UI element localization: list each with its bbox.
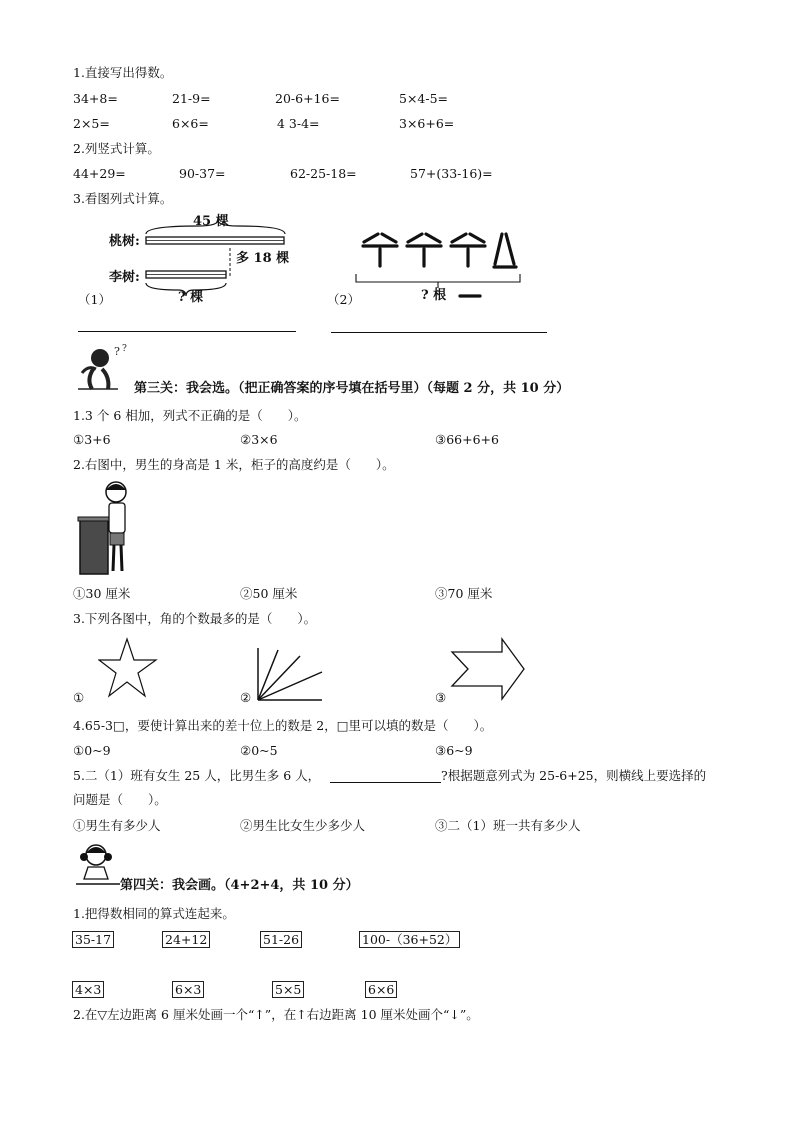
arrow-shape	[450, 636, 526, 702]
bar-total-label: 45 棵	[193, 214, 229, 229]
section3-title: 第三关：我会选。（把正确答案的序号填在括号里）（每题 2 分，共 10 分）	[134, 381, 570, 396]
q1-title: 1.直接写出得数。	[73, 65, 173, 80]
boy-and-cabinet-figure	[76, 478, 136, 578]
bar-peach-label: 桃树:	[109, 234, 140, 249]
s3-q5-text-a: 5.二（1）班有女生 25 人，比男生多 6 人，	[73, 768, 321, 783]
q1-r1-b: 21-9=	[172, 91, 211, 106]
s3-q1-text: 1.3 个 6 相加，列式不正确的是（ ）。	[73, 408, 307, 423]
q2-item-b: 90-37=	[179, 166, 226, 181]
svg-text:?: ?	[122, 344, 127, 354]
s3-q3-option-2[interactable]: ②	[240, 690, 252, 705]
bar-plum-label: 李树:	[109, 270, 140, 285]
s3-q4-option-2[interactable]: ②0~5	[240, 743, 278, 758]
section4-title: 第四关：我会画。（4+2+4，共 10 分）	[120, 878, 359, 893]
s3-q1-option-2[interactable]: ②3×6	[240, 432, 278, 447]
q2-item-a: 44+29=	[73, 166, 126, 181]
s3-q5-option-2[interactable]: ②男生比女生少多少人	[240, 818, 366, 833]
match-top-4[interactable]: 100-（36+52）	[359, 931, 460, 948]
fig2-answer-line[interactable]	[331, 332, 547, 333]
s3-q5-option-3[interactable]: ③二（1）班一共有多少人	[435, 818, 581, 833]
match-top-1[interactable]: 35-17	[72, 931, 114, 948]
s3-q2-option-1[interactable]: ①30 厘米	[73, 586, 131, 601]
q2-item-d: 57+(33-16)=	[410, 166, 493, 181]
rays-shape	[254, 646, 324, 702]
q1-r1-c: 20-6+16=	[275, 91, 340, 106]
girl-icon	[76, 841, 122, 887]
s3-q3-option-1[interactable]: ①	[73, 690, 85, 705]
match-bottom-1[interactable]: 4×3	[72, 981, 104, 998]
match-bottom-2[interactable]: 6×3	[172, 981, 204, 998]
bar-unknown-label: ? 棵	[178, 290, 204, 305]
s3-q4-text: 4.65-3□，要使计算出来的差十位上的数是 2，□里可以填的数是（ ）。	[73, 718, 493, 733]
q1-r1-a: 34+8=	[73, 91, 118, 106]
s3-q4-option-1[interactable]: ①0~9	[73, 743, 111, 758]
s3-q3-option-3[interactable]: ③	[435, 690, 447, 705]
s3-q2-option-2[interactable]: ②50 厘米	[240, 586, 298, 601]
q1-r2-b: 6×6=	[172, 116, 209, 131]
s3-q3-text: 3.下列各图中，角的个数最多的是（ ）。	[73, 611, 317, 626]
s3-q5-text-c: 问题是（ ）。	[73, 792, 167, 807]
star-shape	[98, 636, 158, 702]
fig1-marker: （1）	[78, 292, 111, 307]
match-bottom-3[interactable]: 5×5	[272, 981, 304, 998]
svg-text:?: ?	[114, 345, 120, 358]
matchstick-unknown-label: ? 根	[421, 288, 447, 303]
q1-r2-a: 2×5=	[73, 116, 110, 131]
s3-q2-text: 2.右图中，男生的身高是 1 米，柜子的高度约是（ ）。	[73, 457, 395, 472]
s3-q5-option-1[interactable]: ①男生有多少人	[73, 818, 161, 833]
q3-title: 3.看图列式计算。	[73, 191, 173, 206]
q1-r2-d: 3×6+6=	[399, 116, 455, 131]
fig1-answer-line[interactable]	[78, 331, 296, 332]
s3-q5-blank[interactable]	[330, 782, 441, 783]
q1-r1-d: 5×4-5=	[399, 91, 449, 106]
match-top-2[interactable]: 24+12	[162, 931, 210, 948]
s3-q5-text-b: ?根据题意列式为 25-6+25，则横线上要选择的	[441, 768, 707, 783]
s3-q4-option-3[interactable]: ③6~9	[435, 743, 473, 758]
q2-item-c: 62-25-18=	[290, 166, 357, 181]
q1-r2-c: 4 3-4=	[277, 116, 320, 131]
s3-q1-option-3[interactable]: ③66+6+6	[435, 432, 499, 447]
s4-q2-text: 2.在▽左边距离 6 厘米处画一个“↑”，在↑右边距离 10 厘米处画个“↓”。	[73, 1007, 479, 1022]
match-bottom-4[interactable]: 6×6	[365, 981, 397, 998]
fig2-marker: （2）	[327, 292, 360, 307]
match-top-3[interactable]: 51-26	[260, 931, 302, 948]
bar-diff-label: 多 18 棵	[236, 251, 290, 266]
thinking-boy-icon	[78, 343, 136, 393]
q2-title: 2.列竖式计算。	[73, 141, 160, 156]
s4-q1-text: 1.把得数相同的算式连起来。	[73, 906, 235, 921]
s3-q1-option-1[interactable]: ①3+6	[73, 432, 111, 447]
s3-q2-option-3[interactable]: ③70 厘米	[435, 586, 493, 601]
